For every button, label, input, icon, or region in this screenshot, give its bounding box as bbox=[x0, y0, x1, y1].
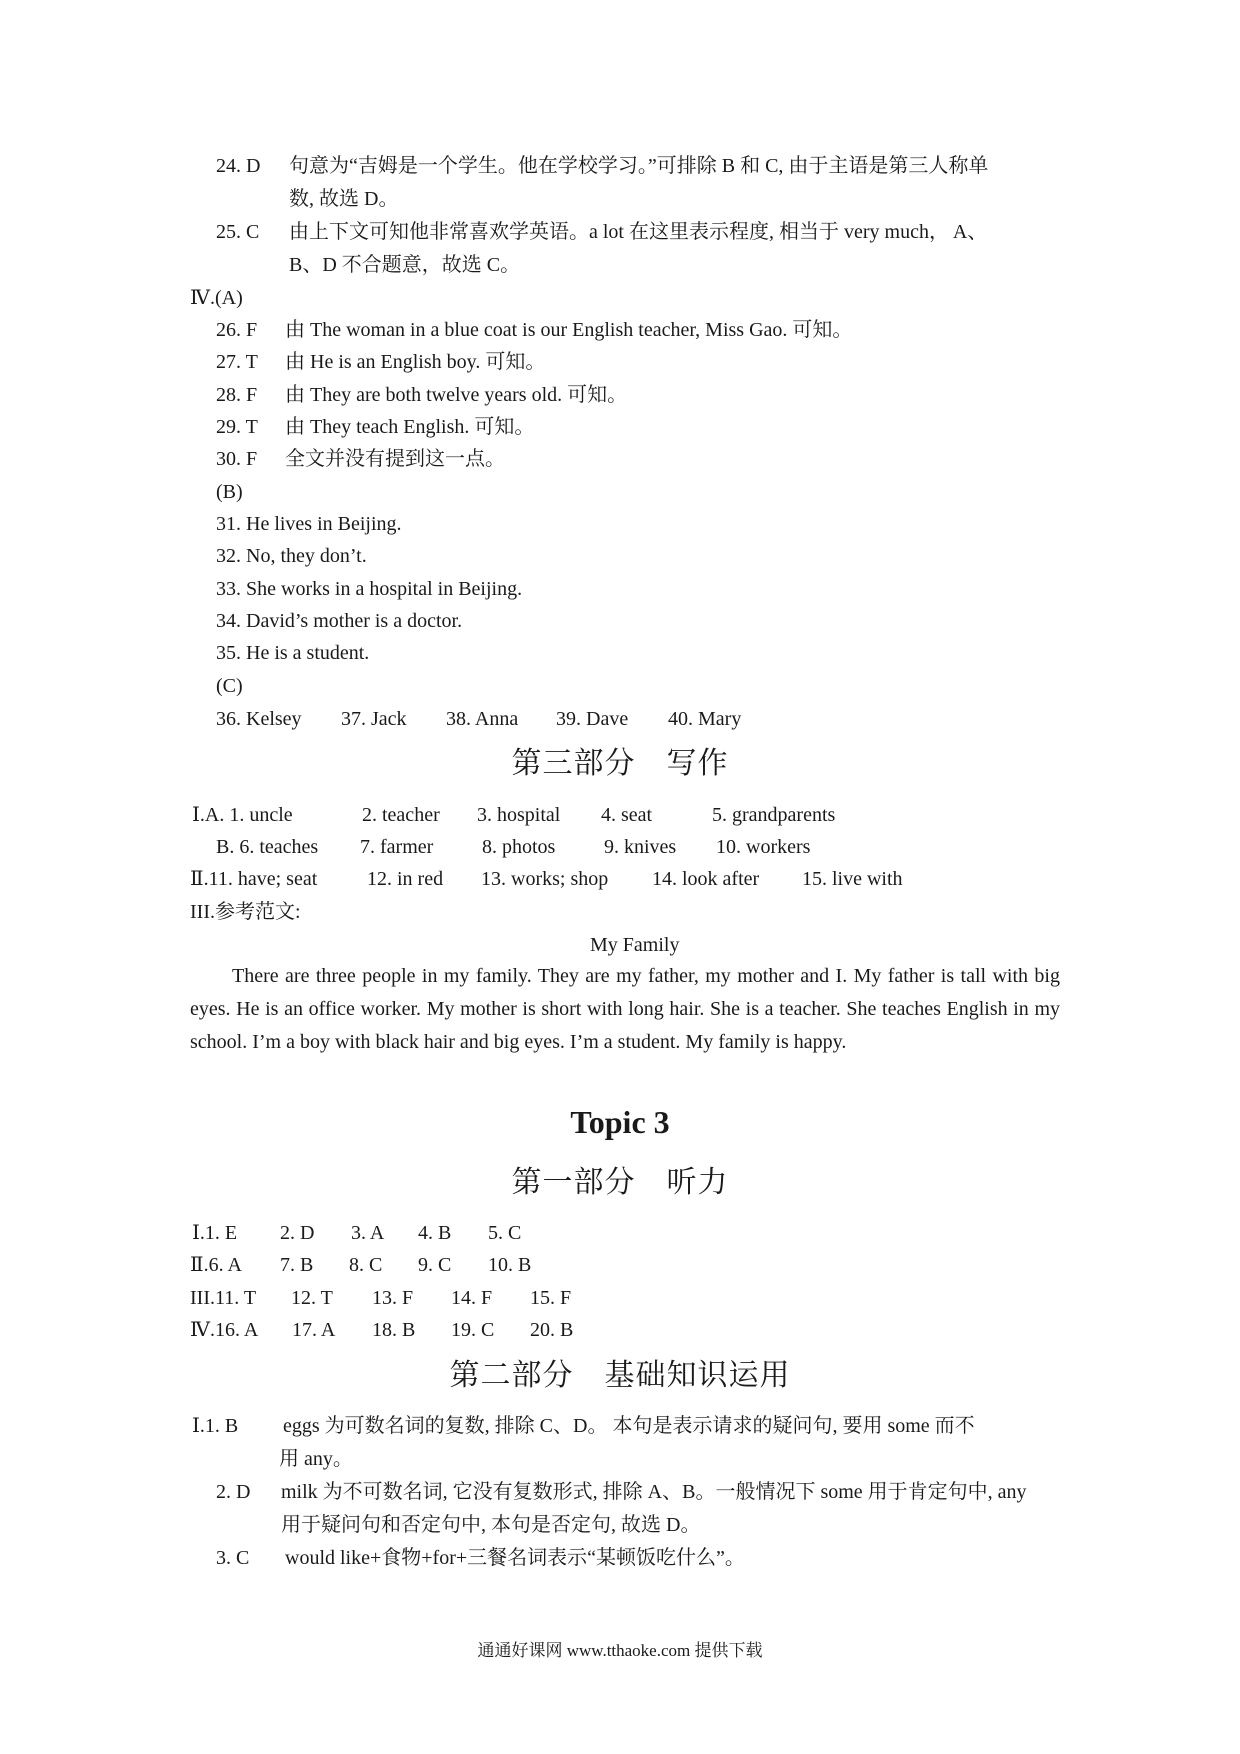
answer-number: 27. T bbox=[216, 351, 258, 373]
answer-item: 20. B bbox=[530, 1319, 574, 1341]
answer-item: Ⅰ.A. 1. uncle bbox=[192, 804, 293, 826]
answer-line: 33. She works in a hospital in Beijing. bbox=[216, 578, 523, 600]
section-label: III.参考范文: bbox=[190, 901, 301, 923]
answer-item: 12. T bbox=[291, 1287, 333, 1309]
topic-title: Topic 3 bbox=[570, 1104, 670, 1140]
explanation-text: 用于疑问句和否定句中, 本句是否定句, 故选 D。 bbox=[281, 1514, 701, 1536]
essay-title: My Family bbox=[590, 934, 680, 956]
answer-item: 36. Kelsey bbox=[216, 708, 302, 730]
explanation-text: eggs 为可数名词的复数, 排除 C、D。 本句是表示请求的疑问句, 要用 some 而不 bbox=[283, 1415, 975, 1437]
answer-item: 13. F bbox=[372, 1287, 414, 1309]
answer-line: 31. He lives in Beijing. bbox=[216, 513, 402, 535]
answer-item: Ⅱ.11. have; seat bbox=[190, 868, 318, 890]
explanation-text: 由上下文可知他非常喜欢学英语。a lot 在这里表示程度, 相当于 very much， A、 bbox=[289, 221, 988, 243]
explanation-text: 全文并没有提到这一点。 bbox=[285, 448, 505, 470]
answer-item: 2. teacher bbox=[362, 804, 440, 826]
answer-item: 13. works; shop bbox=[481, 868, 609, 890]
answer-item: 14. look after bbox=[652, 868, 760, 890]
answer-number: 3. C bbox=[216, 1547, 250, 1569]
answer-item: 10. B bbox=[488, 1254, 532, 1276]
answer-item: 37. Jack bbox=[341, 708, 407, 730]
explanation-text: 由 He is an English boy. 可知。 bbox=[285, 351, 546, 373]
subsection-label: (B) bbox=[216, 481, 243, 503]
explanation-text: 由 They are both twelve years old. 可知。 bbox=[285, 384, 628, 406]
answer-item: 9. knives bbox=[604, 836, 677, 858]
answer-item: 40. Mary bbox=[668, 708, 742, 730]
answer-item: 8. C bbox=[349, 1254, 383, 1276]
answer-item: 10. workers bbox=[716, 836, 811, 858]
explanation-text: 句意为“吉姆是一个学生。他在学校学习。”可排除 B 和 C, 由于主语是第三人称单 bbox=[289, 155, 989, 177]
essay-body: There are three people in my family. They are my father, my mother and I. My father is tall with big eyes. He is an office worker. My mother is short with long hair. She is a teacher. She teaches English in my school. I’m a boy with black hair and big eyes. I’m a student. My family is happy. bbox=[190, 965, 1060, 1053]
answer-item: 17. A bbox=[292, 1319, 336, 1341]
section-heading: 第一部分 听力 bbox=[511, 1166, 729, 1199]
answer-line: 34. David’s mother is a doctor. bbox=[216, 610, 463, 632]
subsection-label: (C) bbox=[216, 675, 243, 697]
answer-item: 3. hospital bbox=[477, 804, 561, 826]
answer-item: 12. in red bbox=[367, 868, 444, 890]
section-label: Ⅳ.(A) bbox=[190, 287, 243, 309]
explanation-text: 由 The woman in a blue coat is our English teacher, Miss Gao. 可知。 bbox=[285, 319, 853, 341]
answer-item: 18. B bbox=[372, 1319, 416, 1341]
answer-item: 4. seat bbox=[601, 804, 653, 826]
section-heading: 第二部分 基础知识运用 bbox=[449, 1359, 791, 1392]
explanation-text: 数, 故选 D。 bbox=[289, 188, 399, 210]
answer-item: B. 6. teaches bbox=[216, 836, 319, 858]
answer-line: 35. He is a student. bbox=[216, 642, 370, 664]
answer-number: 24. D bbox=[216, 155, 261, 177]
answer-number: 26. F bbox=[216, 319, 258, 341]
section-heading: 第三部分 写作 bbox=[511, 747, 729, 780]
answer-number: 2. D bbox=[216, 1481, 251, 1503]
answer-item: 3. A bbox=[351, 1222, 385, 1244]
answer-number: 29. T bbox=[216, 416, 258, 438]
explanation-text: B、D 不合题意，故选 C。 bbox=[289, 254, 521, 276]
answer-item: 39. Dave bbox=[556, 708, 629, 730]
answer-item: 5. C bbox=[488, 1222, 522, 1244]
answer-item: 5. grandparents bbox=[712, 804, 836, 826]
answer-item: Ⅱ.6. A bbox=[190, 1254, 242, 1276]
answer-number: 28. F bbox=[216, 384, 258, 406]
answer-item: 14. F bbox=[451, 1287, 493, 1309]
answer-item: 2. D bbox=[280, 1222, 315, 1244]
explanation-text: milk 为不可数名词, 它没有复数形式, 排除 A、B。一般情况下 some 用于肯定句中, any bbox=[281, 1481, 1027, 1503]
answer-line: 32. No, they don’t. bbox=[216, 545, 367, 567]
answer-item: 15. live with bbox=[802, 868, 903, 890]
answer-item: 15. F bbox=[530, 1287, 572, 1309]
answer-item: 7. B bbox=[280, 1254, 314, 1276]
answer-number: 25. C bbox=[216, 221, 260, 243]
answer-number: 30. F bbox=[216, 448, 258, 470]
answer-number: Ⅰ.1. B bbox=[192, 1415, 239, 1437]
answer-item: 19. C bbox=[451, 1319, 495, 1341]
answer-item: 8. photos bbox=[482, 836, 556, 858]
page-footer: 通通好课网 www.tthaoke.com 提供下载 bbox=[477, 1641, 763, 1660]
answer-item: 7. farmer bbox=[360, 836, 434, 858]
answer-item: 4. B bbox=[418, 1222, 452, 1244]
answer-item: III.11. T bbox=[190, 1287, 257, 1309]
explanation-text: would like+食物+for+三餐名词表示“某顿饭吃什么”。 bbox=[285, 1547, 745, 1569]
answer-item: Ⅰ.1. E bbox=[192, 1222, 238, 1244]
answer-item: 9. C bbox=[418, 1254, 452, 1276]
answer-item: Ⅳ.16. A bbox=[190, 1319, 259, 1341]
answer-item: 38. Anna bbox=[446, 708, 519, 730]
explanation-text: 由 They teach English. 可知。 bbox=[285, 416, 535, 438]
explanation-text: 用 any。 bbox=[279, 1448, 353, 1470]
